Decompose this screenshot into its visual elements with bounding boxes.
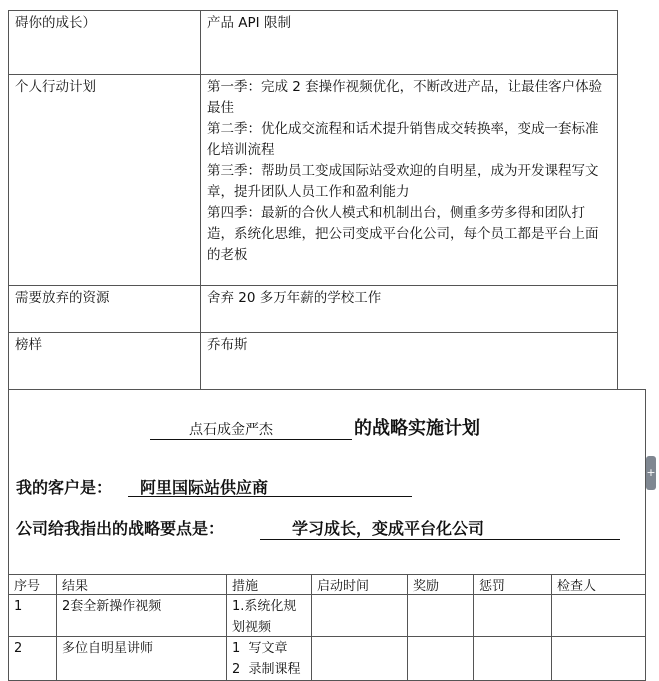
quarter-3: 第三季：帮助员工变成国际站受欢迎的自明星，成为开发课程写文章，提升团队人员工作和盈利能力 bbox=[207, 163, 599, 200]
plan-owner-name: 点石成金严杰 bbox=[189, 422, 273, 438]
row-content-role-model: 乔布斯 bbox=[200, 332, 618, 390]
table-row-1-no: 1 bbox=[8, 594, 57, 637]
plus-icon: + bbox=[646, 466, 656, 479]
quarter-1: 第一季：完成 2 套操作视频优化，不断改进产品，让最佳客户体验最佳 bbox=[207, 79, 603, 116]
table-row-2-reward bbox=[407, 636, 474, 681]
side-add-button[interactable] bbox=[646, 456, 656, 490]
name-underline bbox=[150, 439, 352, 440]
table-row-2-no: 2 bbox=[8, 636, 57, 681]
header-no: 序号 bbox=[8, 574, 57, 595]
strategy-value: 学习成长，变成平台化公司 bbox=[292, 519, 485, 538]
table-row-1-result: 2套全新操作视频 bbox=[56, 594, 227, 637]
table-row-2-start bbox=[311, 636, 408, 681]
table-row-1-penalty bbox=[473, 594, 552, 637]
customer-label: 我的客户是： bbox=[16, 478, 113, 497]
table-row-2-inspector bbox=[551, 636, 646, 681]
customer-value: 阿里国际站供应商 bbox=[140, 478, 269, 497]
table-row-2-penalty bbox=[473, 636, 552, 681]
quarter-2: 第二季：优化成交流程和话术提升销售成交转换率，变成一套标准化培训流程 bbox=[207, 121, 599, 158]
table-row-1-start bbox=[311, 594, 408, 637]
header-penalty: 惩罚 bbox=[473, 574, 552, 595]
row-label-obstacle: 碍你的成长） bbox=[8, 10, 201, 75]
header-reward: 奖励 bbox=[407, 574, 474, 595]
table-row-2-result: 多位自明星讲师 bbox=[56, 636, 227, 681]
header-result: 结果 bbox=[56, 574, 227, 595]
table-row-2-measure: 1 写文章 2 录制课程 bbox=[226, 636, 312, 681]
quarter-4: 第四季：最新的合伙人模式和机制出台，侧重多劳多得和团队打造，系统化思维，把公司变成平台化公司，每个员工都是平台上面的老板 bbox=[207, 205, 599, 263]
row-content-give-up: 舍弃 20 多万年薪的学校工作 bbox=[200, 285, 618, 333]
table-row-1-inspector bbox=[551, 594, 646, 637]
header-measure: 措施 bbox=[226, 574, 312, 595]
header-start-time: 启动时间 bbox=[311, 574, 408, 595]
row-content-obstacle: 产品 API 限制 bbox=[200, 10, 618, 75]
table-row-1-reward bbox=[407, 594, 474, 637]
row-label-role-model: 榜样 bbox=[8, 332, 201, 390]
strategy-label: 公司给我指出的战略要点是： bbox=[16, 519, 225, 538]
row-label-action-plan: 个人行动计划 bbox=[8, 74, 201, 286]
row-content-action-plan bbox=[200, 74, 618, 286]
plan-title: 的战略实施计划 bbox=[354, 418, 480, 439]
row-label-give-up: 需要放弃的资源 bbox=[8, 285, 201, 333]
table-row-1-measure: 1.系统化规 划视频 bbox=[226, 594, 312, 637]
header-inspector: 检查人 bbox=[551, 574, 646, 595]
